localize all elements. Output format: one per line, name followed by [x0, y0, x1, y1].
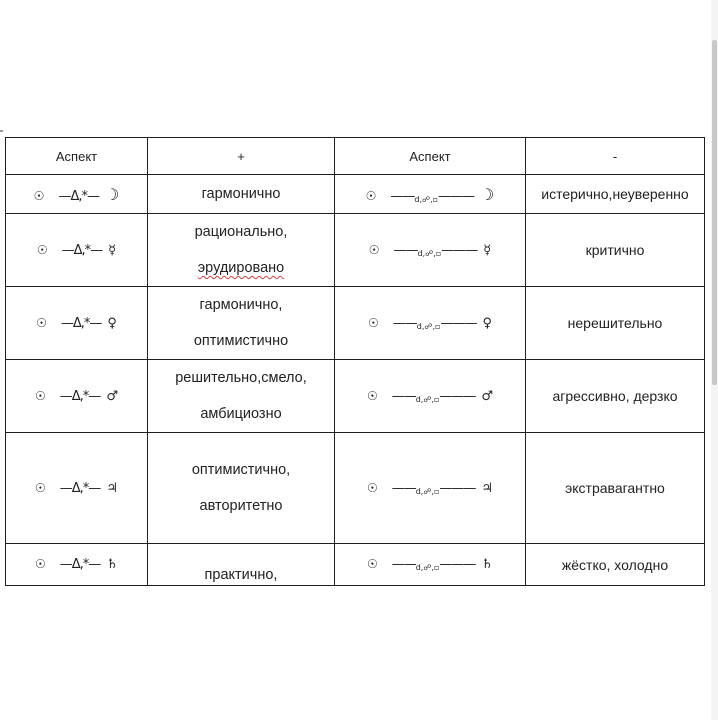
sun-icon: ☉ [35, 557, 46, 571]
sun-icon: ☉ [368, 242, 380, 257]
negative-aspect-dash: —— [391, 480, 416, 496]
header-aspect-negative: Аспект [335, 138, 526, 175]
negative-aspect-tail: ——— [441, 242, 478, 258]
positive-aspect-formula: —Δ,*— [58, 188, 99, 204]
positive-trait-line: рационально, [194, 224, 288, 240]
mercury-icon: ☿ [108, 242, 117, 258]
positive-trait-cell [148, 433, 335, 544]
negative-aspect-symbols: d,☍, [415, 486, 434, 496]
header-aspect-positive: Аспект [6, 138, 148, 175]
scrollbar-track[interactable] [711, 0, 718, 720]
positive-aspect-cell [6, 544, 148, 586]
table-row [6, 544, 705, 586]
negative-aspect-cell [335, 360, 526, 433]
negative-aspect-dash: —— [390, 188, 415, 204]
negative-aspect-dash: —— [391, 388, 416, 404]
negative-trait-cell: нерешительно [526, 287, 705, 360]
positive-trait-line: авторитетно [199, 498, 283, 514]
positive-aspect-formula: —Δ,*— [60, 315, 102, 331]
sun-icon: ☉ [35, 388, 46, 403]
negative-aspect-symbols: d,☍, [414, 194, 433, 204]
negative-trait-cell: жёстко, холодно [526, 544, 705, 586]
negative-aspect-dash: —— [392, 315, 417, 331]
table-row [6, 214, 705, 287]
jupiter-icon: ♃ [481, 480, 494, 496]
sun-icon: ☉ [36, 315, 47, 330]
saturn-icon: ♄ [106, 557, 118, 572]
positive-trait-line: практично, [204, 567, 278, 583]
sun-icon: ☉ [365, 188, 377, 203]
negative-aspect-cell [335, 287, 526, 360]
header-row [6, 138, 705, 175]
negative-trait-cell: экстравагантно [526, 433, 705, 544]
square-icon: ▫ [435, 321, 441, 331]
positive-trait-line: амбициозно [200, 406, 282, 422]
positive-trait-cell [148, 544, 335, 586]
sun-icon: ☉ [368, 315, 379, 330]
negative-aspect-symbols: d,☍, [415, 563, 434, 572]
mercury-icon: ☿ [483, 242, 492, 258]
negative-aspect-tail: ——— [438, 188, 475, 204]
negative-aspect-tail: ——— [439, 388, 476, 404]
square-icon: ▫ [433, 563, 440, 572]
negative-aspect-tail: ——— [440, 315, 477, 331]
positive-trait-cell [148, 287, 335, 360]
negative-aspect-symbols: d,☍, [416, 321, 436, 331]
sun-icon: ☉ [366, 480, 378, 495]
table-row [6, 287, 705, 360]
mars-icon: ♂ [106, 388, 118, 404]
positive-aspect-cell [6, 175, 148, 214]
sun-icon: ☉ [35, 480, 46, 495]
negative-aspect-cell [335, 544, 526, 586]
negative-aspect-symbols: d,☍, [417, 248, 436, 258]
positive-aspect-formula: —Δ,*— [61, 242, 103, 258]
positive-trait-cell [148, 214, 335, 287]
positive-trait-line: решительно,смело, [175, 370, 307, 386]
positive-aspect-cell [6, 287, 148, 360]
table-row [6, 175, 705, 214]
header-plus: + [148, 138, 335, 175]
negative-trait-cell: истерично,неуверенно [526, 175, 705, 214]
header-minus: - [526, 138, 705, 175]
negative-trait-cell: агрессивно, дерзко [526, 360, 705, 433]
positive-aspect-cell [6, 214, 148, 287]
positive-aspect-cell [6, 360, 148, 433]
sun-icon: ☉ [36, 242, 48, 257]
moon-icon: ☽ [480, 184, 495, 204]
negative-aspect-tail: ——— [439, 557, 476, 572]
square-icon: ▫ [435, 248, 442, 258]
scrollbar-thumb[interactable] [712, 40, 717, 385]
sun-icon: ☉ [366, 557, 378, 571]
negative-aspect-tail: ——— [439, 480, 476, 496]
positive-trait-line: оптимистично [193, 333, 289, 349]
positive-aspect-formula: —Δ,*— [59, 480, 101, 496]
aspects-table [5, 137, 705, 586]
saturn-icon: ♄ [481, 557, 494, 572]
positive-trait-line: гармонично [201, 186, 281, 202]
negative-aspect-symbols: d,☍, [415, 394, 434, 404]
positive-trait-line: гармонично, [199, 297, 283, 313]
positive-aspect-cell [6, 433, 148, 544]
sun-icon: ☉ [33, 188, 45, 203]
negative-aspect-cell [335, 175, 526, 214]
positive-aspect-formula: —Δ,*— [59, 557, 101, 572]
negative-aspect-cell [335, 214, 526, 287]
venus-icon: ♀ [107, 315, 117, 331]
square-icon: ▫ [433, 394, 440, 404]
negative-aspect-cell [335, 433, 526, 544]
positive-trait-line: эрудировано [197, 260, 285, 276]
negative-trait-cell: критично [526, 214, 705, 287]
positive-trait-line: оптимистично, [191, 462, 291, 478]
positive-trait-cell [148, 360, 335, 433]
table-row [6, 360, 705, 433]
positive-trait-cell [148, 175, 335, 214]
square-icon: ▫ [433, 486, 440, 496]
sun-icon: ☉ [366, 388, 378, 403]
square-icon: ▫ [432, 194, 439, 204]
page-edge-mark [0, 130, 3, 132]
moon-icon: ☽ [104, 184, 120, 204]
positive-aspect-formula: —Δ,*— [59, 388, 101, 404]
table-row [6, 433, 705, 544]
mars-icon: ♂ [481, 388, 494, 404]
venus-icon: ♀ [482, 315, 492, 331]
negative-aspect-dash: —— [391, 557, 416, 572]
jupiter-icon: ♃ [106, 480, 118, 496]
negative-aspect-dash: —— [393, 242, 418, 258]
